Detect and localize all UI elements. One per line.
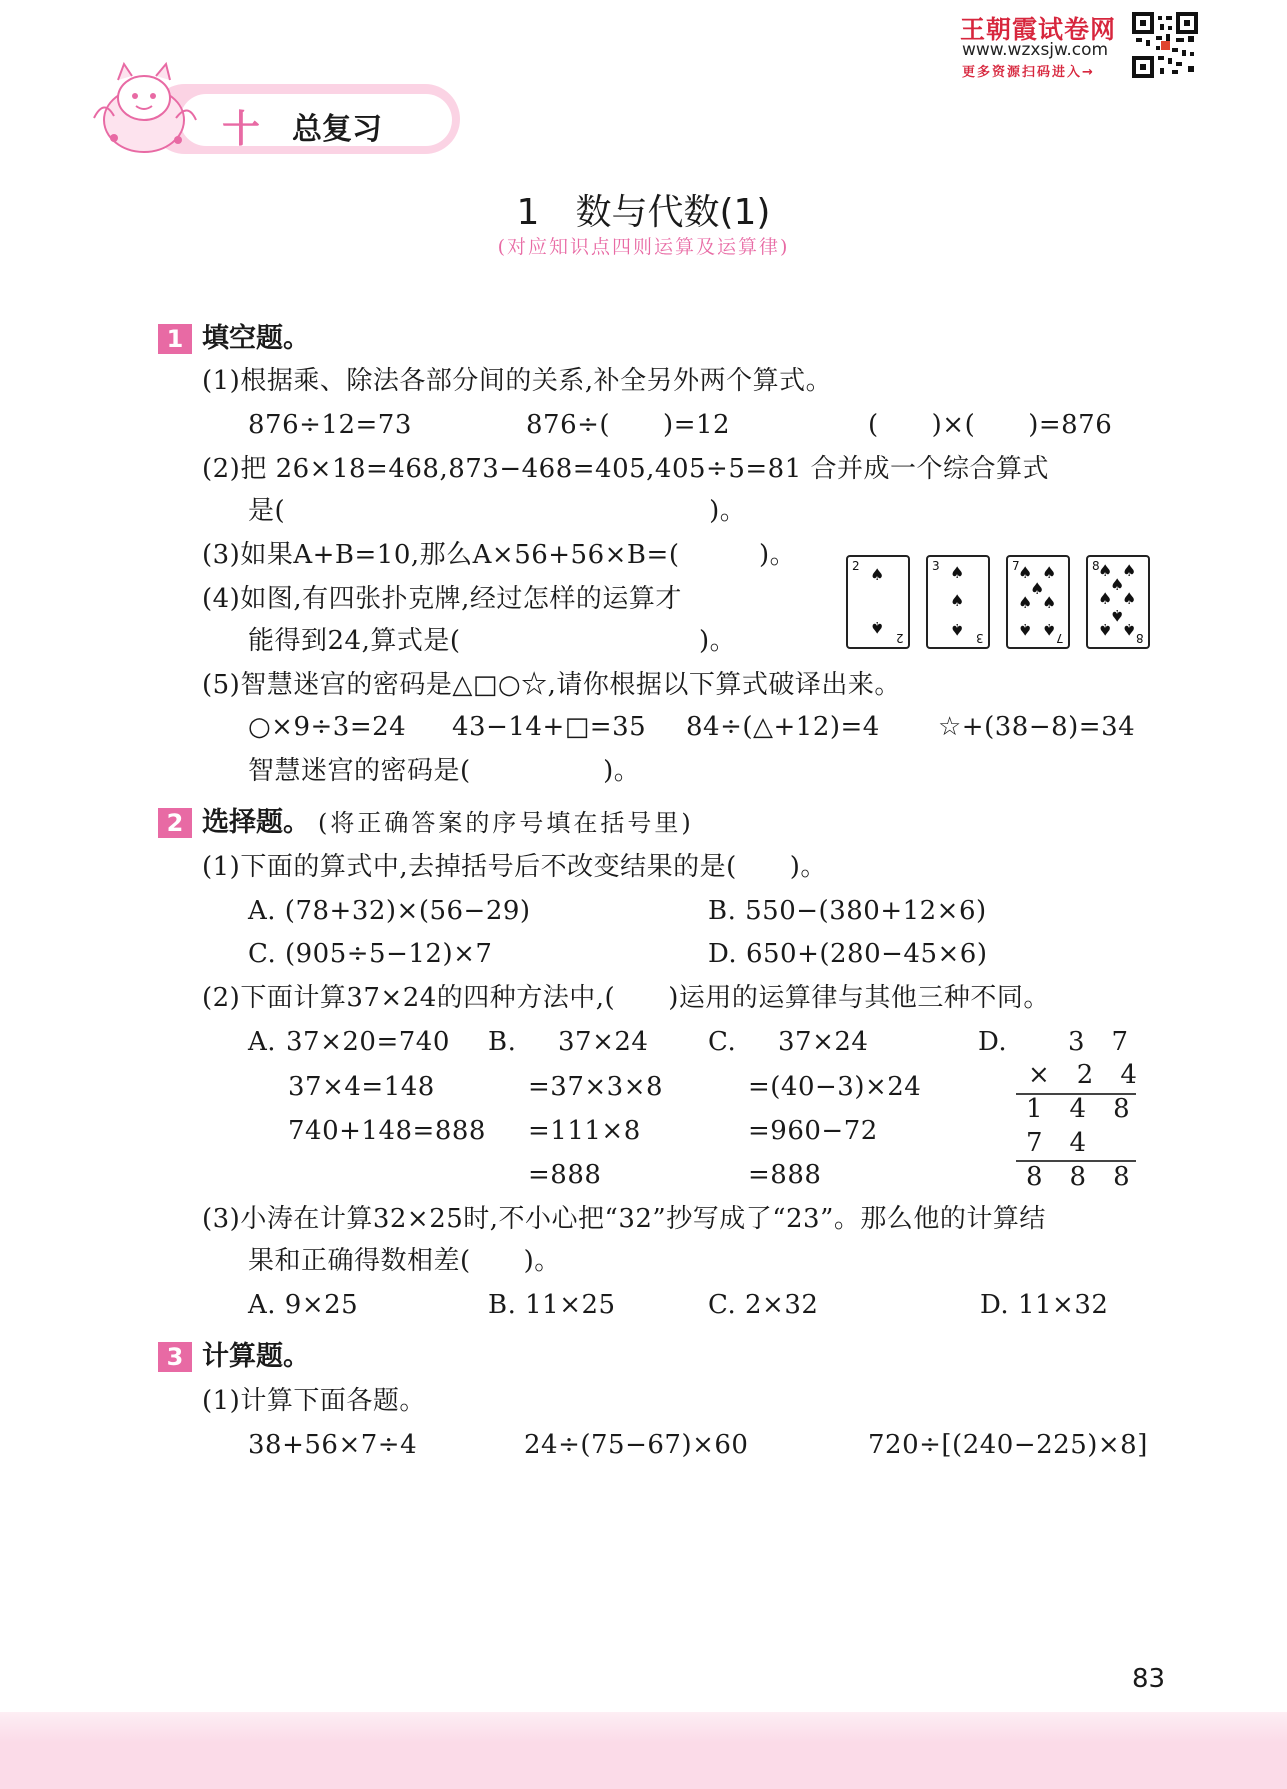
s1-q1-eq-c[interactable]: ( )×( )=876 [868, 410, 1113, 440]
s2-q2-a-line1: 37×20=740 [286, 1027, 450, 1057]
card-rank: 2 [896, 631, 904, 645]
s1-q5-line3[interactable]: 智慧迷宫的密码是( )。 [248, 756, 641, 786]
card-rank: 3 [976, 631, 984, 645]
s1-q4-line2[interactable]: 能得到24,算式是( )。 [248, 626, 737, 656]
spade-icon: ♠ [1042, 593, 1057, 612]
spade-icon: ♠ [1042, 620, 1057, 639]
section2-note: (将正确答案的序号填在括号里) [318, 809, 694, 837]
section3-number: 3 [158, 1342, 192, 1372]
section2-title: 选择题。 [202, 807, 310, 838]
s3-q1-expr3: 720÷[(240−225)×8] [868, 1430, 1148, 1460]
lesson-subtitle: (对应知识点四则运算及运算律) [497, 236, 790, 258]
spade-icon: ♠ [950, 563, 965, 582]
s2-q3-option-b[interactable]: B. 11×25 [488, 1290, 616, 1320]
s2-q2-a-line2: 37×4=148 [288, 1072, 435, 1102]
spade-icon: ♠ [1110, 575, 1125, 594]
s1-q2-line2[interactable]: 是( )。 [248, 496, 747, 526]
spade-icon: ♠ [870, 618, 885, 637]
s2-q2-b-line1: 37×24 [558, 1027, 649, 1057]
s2-q2-c-line1: 37×24 [778, 1027, 869, 1057]
page-number: 83 [1132, 1664, 1166, 1694]
playing-card-3 [926, 555, 990, 649]
s2-q2-b-line4: =888 [528, 1160, 602, 1190]
card-rank: 3 [932, 559, 940, 573]
s2-q2-d-label[interactable]: D. [978, 1027, 1008, 1057]
spade-icon: ♠ [870, 565, 885, 584]
spade-icon: ♠ [1098, 561, 1113, 580]
s1-q1-text: (1)根据乘、除法各部分间的关系,补全另外两个算式。 [202, 366, 833, 396]
s1-q5-eq-a: ○×9÷3=24 [248, 712, 407, 742]
s1-q5-eq-b: 43−14+□=35 [452, 712, 647, 742]
s2-q3-option-c[interactable]: C. 2×32 [708, 1290, 819, 1320]
s2-q2-d-row5: 8 8 8 [1026, 1162, 1131, 1192]
playing-card-8 [1086, 555, 1150, 649]
spade-icon: ♠ [1098, 589, 1113, 608]
card-rank: 7 [1056, 631, 1064, 645]
card-rank: 7 [1012, 559, 1020, 573]
spade-icon: ♠ [950, 591, 965, 610]
s3-q1-expr1: 38+56×7÷4 [248, 1430, 418, 1460]
s2-q2-b-line3: =111×8 [528, 1116, 641, 1146]
s2-q2-d-row3: 1 4 8 [1026, 1094, 1131, 1124]
lesson-title: 1 数与代数(1) [516, 192, 771, 233]
s2-q3-option-d[interactable]: D. 11×32 [980, 1290, 1109, 1320]
section3-title: 计算题。 [202, 1341, 310, 1372]
s2-q2-c-line3: =960−72 [748, 1116, 878, 1146]
s2-q2-d-row4: 7 4 [1026, 1128, 1087, 1158]
s2-q2-a-label[interactable]: A. [248, 1027, 277, 1057]
s1-q4-line1: (4)如图,有四张扑克牌,经过怎样的运算才 [202, 584, 682, 614]
s2-q1-option-c[interactable]: C. (905÷5−12)×7 [248, 939, 493, 969]
s1-q1-eq-b[interactable]: 876÷( )=12 [526, 410, 731, 440]
s2-q2-a-line3: 740+148=888 [288, 1116, 486, 1146]
card-rank: 8 [1136, 631, 1144, 645]
spade-icon: ♠ [1018, 563, 1033, 582]
s1-q5-line1: (5)智慧迷宫的密码是△□○☆,请你根据以下算式破译出来。 [202, 670, 901, 700]
brand-url[interactable]: www.wzxsjw.com [962, 40, 1109, 60]
playing-card-2 [846, 555, 910, 649]
footer-band [0, 1712, 1287, 1789]
chapter-number: 十 [222, 107, 261, 151]
qr-code-icon[interactable] [1132, 12, 1198, 78]
spade-icon: ♠ [1018, 620, 1033, 639]
s2-q2-c-line4: =888 [748, 1160, 822, 1190]
section1-number: 1 [158, 324, 192, 354]
s2-q1-option-a[interactable]: A. (78+32)×(56−29) [248, 896, 531, 926]
playing-card-7 [1006, 555, 1070, 649]
s2-q2-c-label[interactable]: C. [708, 1027, 737, 1057]
spade-icon: ♠ [1098, 620, 1113, 639]
s2-q2-c-line2: =(40−3)×24 [748, 1072, 922, 1102]
section1-title: 填空题。 [202, 323, 310, 354]
s3-q1-text: (1)计算下面各题。 [202, 1386, 426, 1416]
spade-icon: ♠ [1122, 620, 1137, 639]
s2-q2-d-row2: × 2 4 [1028, 1060, 1138, 1090]
s2-q3-line1: (3)小涛在计算32×25时,不小心把“32”抄写成了“23”。那么他的计算结 [202, 1204, 1046, 1234]
s3-q1-expr2: 24÷(75−67)×60 [524, 1430, 749, 1460]
spade-icon: ♠ [1042, 563, 1057, 582]
s1-q3-text[interactable]: (3)如果A+B=10,那么A×56+56×B=( )。 [202, 540, 797, 570]
spade-icon: ♠ [1110, 606, 1125, 625]
s2-q2-d-row1: 3 7 [1068, 1027, 1129, 1057]
mascot-icon [84, 58, 204, 158]
spade-icon: ♠ [1122, 561, 1137, 580]
spade-icon: ♠ [950, 620, 965, 639]
card-rank: 8 [1092, 559, 1100, 573]
section2-number: 2 [158, 808, 192, 838]
s1-q5-eq-d: ☆+(38−8)=34 [938, 712, 1136, 742]
spade-icon: ♠ [1122, 589, 1137, 608]
brand-name: 王朝霞试卷网 [960, 15, 1117, 44]
spade-icon: ♠ [1018, 593, 1033, 612]
s2-q3-option-a[interactable]: A. 9×25 [248, 1290, 359, 1320]
brand-slogan: 更多资源扫码进入→ [962, 65, 1095, 80]
s2-q2-text[interactable]: (2)下面计算37×24的四种方法中,( )运用的运算律与其他三种不同。 [202, 983, 1050, 1013]
s1-q1-eq-a: 876÷12=73 [248, 410, 412, 440]
s1-q2-line1: (2)把 26×18=468,873−468=405,405÷5=81 合并成一个综合算式 [202, 454, 1050, 484]
s2-q1-option-d[interactable]: D. 650+(280−45×6) [708, 939, 988, 969]
s2-q3-line2[interactable]: 果和正确得数相差( )。 [248, 1246, 561, 1276]
s2-q1-text[interactable]: (1)下面的算式中,去掉括号后不改变结果的是( )。 [202, 852, 827, 882]
s2-q2-b-label[interactable]: B. [488, 1027, 517, 1057]
chapter-title: 总复习 [292, 112, 382, 147]
card-rank: 2 [852, 559, 860, 573]
s2-q1-option-b[interactable]: B. 550−(380+12×6) [708, 896, 987, 926]
s2-q2-b-line2: =37×3×8 [528, 1072, 664, 1102]
spade-icon: ♠ [1030, 579, 1045, 598]
s1-q5-eq-c: 84÷(△+12)=4 [686, 712, 880, 742]
